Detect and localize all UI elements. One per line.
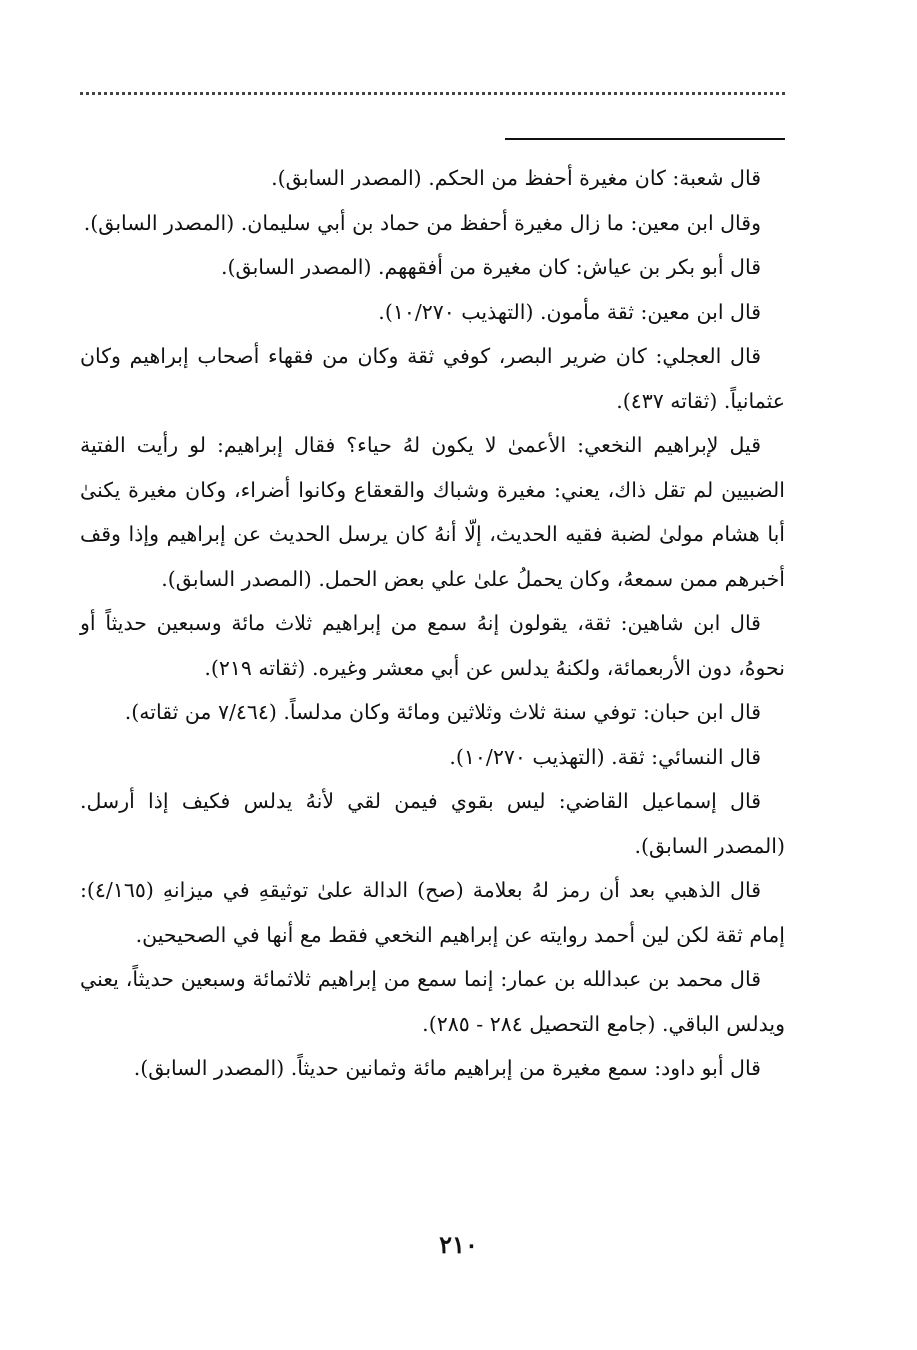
paragraph-5: قال العجلي: كان ضرير البصر، كوفي ثقة وكان من فقهاء أصحاب إبراهيم وكان عثمانياً. (ثقاته ٤٣٧). <box>80 344 785 413</box>
paragraph-9: قال النسائي: ثقة. (التهذيب ١٠/٢٧٠). <box>449 744 761 769</box>
body-text <box>80 156 785 1091</box>
paragraph-1: قال شعبة: كان مغيرة أحفظ من الحكم. (المصدر السابق). <box>271 166 761 190</box>
paragraph-13: قال أبو داود: سمع مغيرة من إبراهيم مائة وثمانين حديثاً. (المصدر السابق). <box>133 1056 761 1080</box>
paragraph-12: قال محمد بن عبدالله بن عمار: إنما سمع من إبراهيم ثلاثمائة وسبعين حديثاً، يعني ويدلس الباقي. (جامع التحصيل ٢٨٤ - ٢٨٥). <box>80 967 785 1036</box>
paragraph-2: وقال ابن معين: ما زال مغيرة أحفظ من حماد بن أبي سليمان. (المصدر السابق). <box>83 210 761 235</box>
page-number: ٢١٠ <box>439 1230 478 1259</box>
paragraph-4: قال ابن معين: ثقة مأمون. (التهذيب ١٠/٢٧٠). <box>378 299 761 324</box>
paragraph-3: قال أبو بكر بن عياش: كان مغيرة من أفقههم. (المصدر السابق). <box>220 255 761 279</box>
paragraph-7: قال ابن شاهين: ثقة، يقولون إنهُ سمع من إبراهيم ثلاث مائة وسبعين حديثاً أو نحوهُ، دون الأربعمائة، ولكنهُ يدلس عن أبي معشر وغيره. (ثقاته ٢١٩). <box>80 611 785 680</box>
paragraph-11: قال الذهبي بعد أن رمز لهُ بعلامة (صح) الدالة علىٰ توثيقهِ في ميزانهِ (٤/١٦٥): إمام ثقة لكن لين أحمد روايته عن إبراهيم النخعي فقط مع أنها في الصحيحين. <box>80 878 785 947</box>
header-rule <box>505 138 785 140</box>
paragraph-6: قيل لإبراهيم النخعي: الأعمىٰ لا يكون لهُ حياء؟ فقال إبراهيم: لو رأيت الفتية الضبيين لم تقل ذاك، يعني: مغيرة وشباك والقعقاع وكانوا أضراء، وكان مغيرة يكنىٰ أبا هشام مولىٰ لضبة فقيه الحديث، إلّا أنهُ كان يرسل الحديث عن إبراهيم وإذا وقف أخبرهم ممن سمعهُ، وكان يحملُ علىٰ علي بعض الحمل. (المصدر السابق). <box>80 433 785 591</box>
paragraph-8: قال ابن حبان: توفي سنة ثلاث وثلاثين ومائة وكان مدلساً. (٧/٤٦٤ من ثقاته). <box>124 700 761 724</box>
paragraph-10: قال إسماعيل القاضي: ليس بقوي فيمن لقي لأنهُ يدلس فكيف إذا أرسل. (المصدر السابق). <box>80 789 785 858</box>
header-dotted-line <box>80 92 785 95</box>
